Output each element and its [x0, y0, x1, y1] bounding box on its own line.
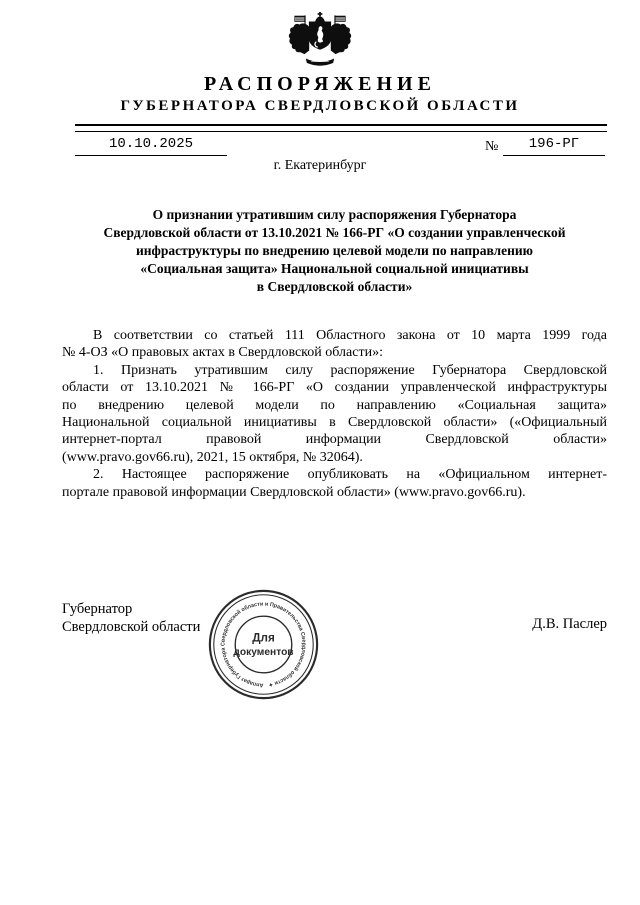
header-rule: [75, 124, 607, 132]
doc-number-label: №: [485, 139, 499, 154]
round-stamp-icon: [205, 586, 322, 703]
body-line: портале правовой информации Свердловской области» (www.pravo.gov66.ru).: [62, 484, 526, 500]
stamp-center-text: документов: [233, 647, 294, 659]
svg-text:Аппарат Губернатора Свердловск: [220, 601, 306, 688]
body-line: В соответствии со статьей 111 Областного закона от 10 марта 1999 года: [93, 328, 607, 343]
doc-title-line: Свердловской области от 13.10.2021 № 166-РГ «О создании управленческой: [103, 225, 566, 240]
body-paragraph: [62, 362, 607, 466]
body-line: № 4-ОЗ «О правовых актах в Свердловской области»:: [62, 345, 383, 361]
authority-title: ГУБЕРНАТОРА СВЕРДЛОВСКОЙ ОБЛАСТИ: [120, 98, 520, 114]
doc-date: 10.10.2025: [75, 136, 227, 156]
doc-title-line: в Свердловской области»: [256, 279, 413, 294]
signature-position-line: Свердловской области: [62, 618, 201, 635]
body-line: (www.pravo.gov66.ru), 2021, 15 октября, № 32064).: [62, 449, 363, 465]
body-line: 2. Настоящее распоряжение опубликовать на «Официальном интернет-: [93, 467, 607, 483]
doc-title-line: «Социальная защита» Национальной социальной инициативы: [140, 261, 529, 276]
doc-title-line: О признании утратившим силу распоряжения Губернатора: [152, 207, 517, 222]
body-line: области от 13.10.2021 № 166-РГ «О создании управленческой инфраструктуры: [62, 380, 607, 396]
sverdlovsk-coat-of-arms-icon: [286, 12, 354, 70]
doc-number: 196-РГ: [503, 136, 605, 156]
body-line: 1. Признать утратившим силу распоряжение Губернатора Свердловской: [93, 362, 607, 378]
signature-position-line: Губернатор: [62, 601, 133, 617]
body-line: Национальной социальной инициативы в Свердловской области» («Официальный: [62, 415, 607, 431]
stamp-center-text: Для: [252, 631, 275, 645]
doc-type-title: РАСПОРЯЖЕНИЕ: [204, 73, 436, 95]
body-line: по внедрению целевой модели по направлению «Социальная защита»: [62, 397, 607, 413]
doc-body: [62, 327, 607, 501]
doc-title: [62, 206, 607, 296]
doc-title-line: инфраструктуры по внедрению целевой модели по направлению: [136, 243, 533, 258]
signature-position: [62, 601, 200, 636]
body-paragraph: [62, 327, 607, 362]
body-paragraph: [62, 466, 607, 501]
doc-city: г. Екатеринбург: [273, 158, 367, 173]
stamp-ring-text: Аппарат Губернатора Свердловской области и Правительства Свердловской области ✦: [220, 601, 307, 688]
body-line: интернет-портал правовой информации Свердловской области»: [62, 432, 607, 448]
signature-name: Д.В. Паслер: [532, 616, 607, 632]
